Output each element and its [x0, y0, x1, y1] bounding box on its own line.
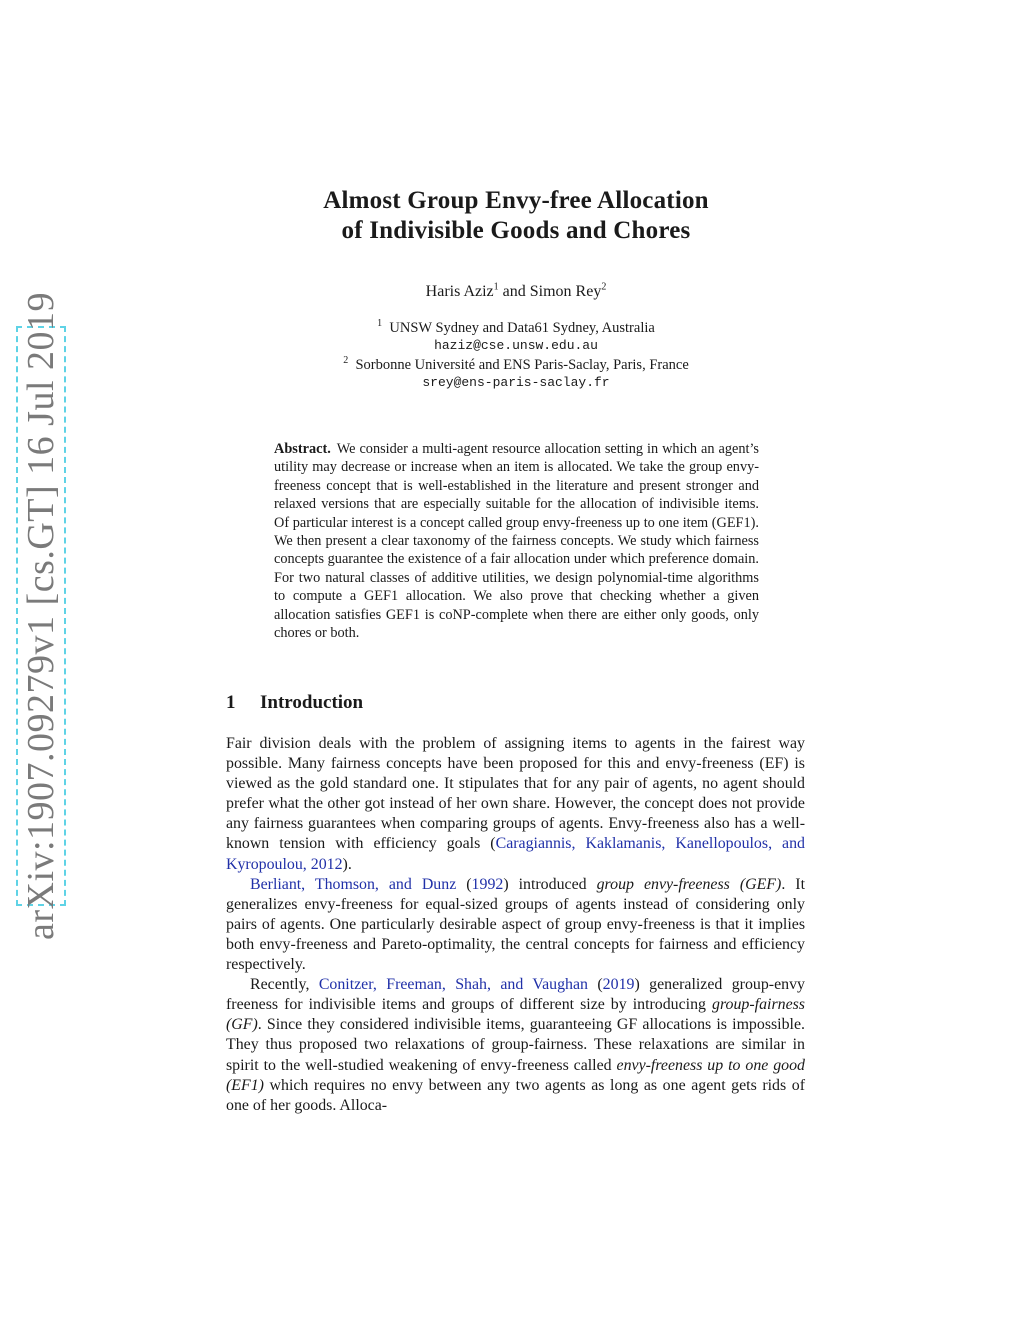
abstract-label: Abstract. — [274, 441, 331, 457]
affiliation-name: UNSW Sydney and Data61 Sydney, Australia — [389, 320, 655, 336]
paragraph — [226, 975, 805, 1116]
arxiv-identifier: arXiv:1907.09279v1 [cs.GT] 16 Jul 2019 — [20, 291, 63, 941]
affiliation-1 — [230, 319, 802, 355]
paragraph — [226, 875, 805, 975]
citation-link[interactable]: Berliant, Thomson, and Dunz — [250, 875, 457, 893]
author-affil-mark: 2 — [601, 281, 607, 293]
affiliation-2 — [230, 356, 802, 392]
paper-title — [230, 186, 802, 246]
defined-term: group-fairness (GF) — [226, 996, 805, 1034]
author-name: Haris Aziz — [425, 283, 494, 300]
title-line-2: of Indivisible Goods and Chores — [341, 217, 691, 244]
citation-year-link[interactable]: 1992 — [471, 875, 504, 893]
intro-body — [226, 734, 805, 1116]
paragraph — [226, 734, 805, 875]
title-line-1: Almost Group Envy-free Allocation — [323, 187, 709, 214]
paragraph-text: . It generalizes envy-freeness for equal-sized groups of agents instead of considering only pairs of agents. One particularly desirable aspect of group envy-freeness is that it implies both envy-freeness and Pareto-optimality, the central concepts for fairness and efficiency respectively. — [226, 875, 805, 974]
paragraph-text: ) introduced — [503, 875, 597, 893]
affiliation-mark: 1 — [377, 318, 383, 330]
affiliation-mark: 2 — [343, 355, 349, 367]
abstract-text: We consider a multi-agent resource allocation setting in which an agent’s utility may decrease or increase when an item is allocated. We take the group envy-freeness concept that is well-established in the literature and present stronger and relaxed versions that are especially suitable for the allocation of indivisible items. Of particular interest is a concept called group envy-freeness up to one item (GEF1). We then present a clear taxonomy of the fairness concepts. We study which fairness concepts guarantee the existence of a fair allocation under which preference domain. For two natural classes of additive utilities, we design polynomial-time algorithms to compute a GEF1 allocation. We also prove that checking whether a given allocation satisfies GEF1 is coNP-complete when there are either only goods, only chores or both. — [274, 441, 759, 642]
paragraph-text: ( — [456, 875, 472, 893]
paragraph-text: which requires no envy between any two agents as long as one agent gets rids of one of her goods. Alloca- — [226, 1076, 805, 1114]
citation-link[interactable]: Caragiannis, Kaklamanis, Kanellopoulos, and Kyropoulou, 2012 — [226, 835, 806, 873]
section-number: 1 — [226, 692, 236, 713]
author-affil-mark: 1 — [493, 281, 499, 293]
paragraph-text: ( — [587, 976, 603, 994]
author-conjunction: and — [498, 283, 530, 300]
affiliation-email[interactable]: srey@ens-paris-saclay.fr — [422, 375, 610, 390]
affiliation-email[interactable]: haziz@cse.unsw.edu.au — [434, 338, 598, 353]
section-title: Introduction — [260, 692, 364, 713]
paragraph-text: Fair division deals with the problem of assigning items to agents in the fairest way possible. Many fairness concepts have been proposed for this and envy-freeness (EF) is viewed as the gold standard one. It stipulates that for any pair of agents, no agent should prefer what the other got instead of her own share. However, the concept does not provide any fairness guarantees when comparing groups of agents. Envy-freeness also has a well-known tension with efficiency goals ( — [226, 735, 805, 853]
citation-year-link[interactable]: 2019 — [602, 976, 635, 994]
paragraph-text: . Since they considered indivisible items, guaranteeing GF allocations is impossible. They thus proposed two relaxations of group-fairness. These relaxations are similar in spirit to the well-studied weakening of envy-freeness called — [226, 1016, 805, 1074]
author-name: Simon Rey — [529, 283, 602, 300]
abstract — [274, 440, 759, 642]
defined-term: group envy-freeness (GEF) — [596, 875, 782, 893]
paragraph-text: ). — [342, 855, 352, 873]
arxiv-stamp — [16, 291, 66, 941]
paragraph-text: ) generalized group-envy freeness for indivisible items and groups of different size by introducing — [226, 976, 805, 1014]
paragraph-text: Recently, — [250, 976, 319, 994]
affiliation-name: Sorbonne Université and ENS Paris-Saclay, Paris, France — [355, 357, 689, 373]
citation-link[interactable]: Conitzer, Freeman, Shah, and Vaughan — [318, 976, 588, 994]
author-list — [230, 283, 802, 301]
section-heading — [226, 692, 363, 714]
defined-term: envy-freeness up to one good (EF1) — [226, 1056, 806, 1094]
